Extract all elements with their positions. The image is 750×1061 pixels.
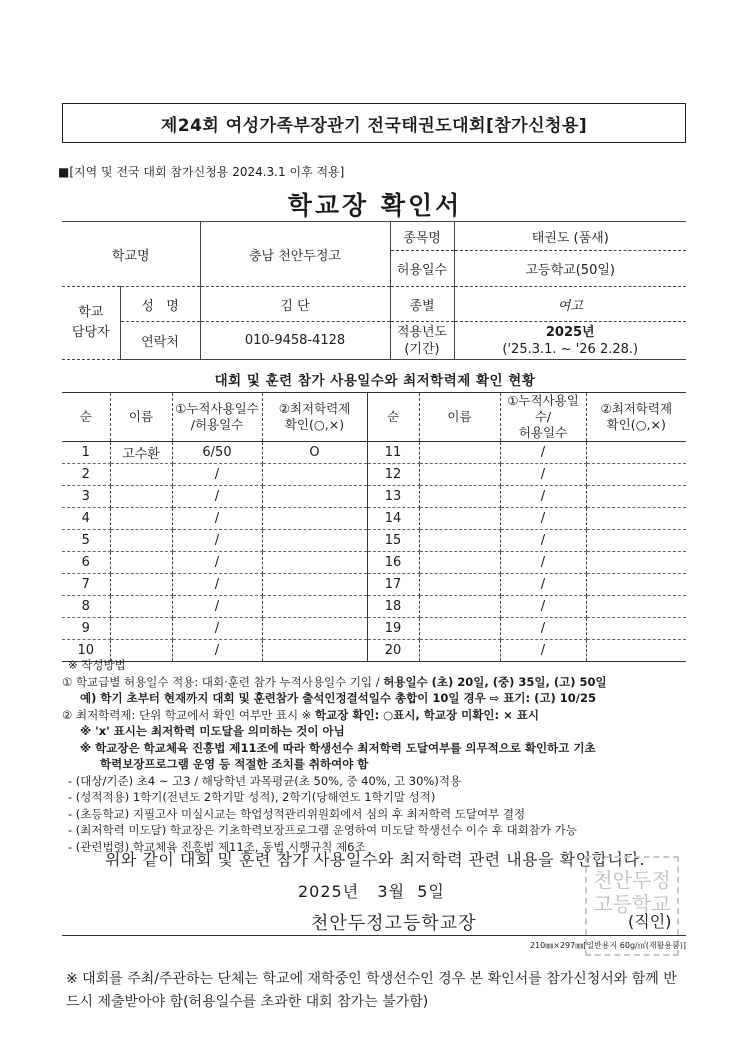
table-row — [62, 618, 686, 640]
row-days: / — [172, 464, 262, 486]
row-name-right — [419, 596, 500, 618]
row-days: / — [172, 552, 262, 574]
row-days-right: / — [500, 486, 586, 508]
row-days-right: / — [500, 464, 586, 486]
header-check-right-line1: ②최저학력제 — [600, 401, 673, 416]
year-value: 2025년 — [545, 324, 595, 340]
notice-text: ■[지역 및 전국 대회 참가신청용 2024.3.1 이후 적용] — [58, 165, 345, 179]
record-heading: 대회 및 훈련 참가 사용일수와 최저학력제 확인 현황 — [214, 373, 536, 389]
note-minimum-academic — [62, 707, 702, 724]
row-name — [110, 486, 172, 508]
row-check — [262, 574, 367, 596]
manager-label — [62, 287, 120, 360]
school-value: 충남 천안두정고 — [200, 222, 390, 287]
row-check-right — [586, 486, 686, 508]
school-label: 학교명 — [62, 222, 200, 287]
row-days-right: / — [500, 552, 586, 574]
row-check — [262, 508, 367, 530]
document-title: 학교장 확인서 — [287, 191, 463, 220]
row-name: 고수환 — [110, 442, 172, 464]
row-name-right — [419, 486, 500, 508]
row-no: 10 — [62, 640, 110, 662]
note-elementary: - (초등학교) 지필고사 미실시교는 학업성적관리위원회에서 심의 후 최저학력 도달여부 결정 — [68, 806, 526, 821]
row-no-right: 12 — [367, 464, 419, 486]
row-check-right — [586, 552, 686, 574]
row-no: 7 — [62, 574, 110, 596]
row-no-right: 19 — [367, 618, 419, 640]
table-row — [62, 464, 686, 486]
row-check — [262, 486, 367, 508]
header-no: 순 — [62, 393, 110, 442]
info-table — [62, 221, 686, 360]
row-days-right: / — [500, 596, 586, 618]
row-name — [110, 508, 172, 530]
header-check-right — [586, 393, 686, 442]
header-no-right: 순 — [367, 393, 419, 442]
row-check — [262, 618, 367, 640]
row-days: / — [172, 530, 262, 552]
note-target: - (대상/기준) 초4 ~ 고3 / 해당학년 과목평균(초 50%, 중 40%, 고 30%)적용 — [68, 773, 462, 788]
year-label-line2: (기간) — [404, 341, 440, 357]
row-check: O — [262, 442, 367, 464]
row-no: 3 — [62, 486, 110, 508]
gender-label: 종별 — [390, 287, 454, 322]
seal-label: (직인) — [628, 912, 672, 931]
row-no-right: 15 — [367, 530, 419, 552]
note-allowed-days-text: ① 학교급별 허용일수 적용: 대회·훈련 참가 누적사용일수 기입 / — [62, 674, 384, 689]
principal-title: 천안두정고등학교장 — [311, 913, 477, 934]
table-row — [62, 486, 686, 508]
header-days-line2: /허용일수 — [190, 417, 244, 432]
note-allowed-days-limits: 허용일수 (초) 20일, (중) 35일, (고) 50일 — [383, 674, 607, 689]
row-days-right: / — [500, 442, 586, 464]
row-no-right: 16 — [367, 552, 419, 574]
row-name — [110, 530, 172, 552]
note-confirm-marks: 학교장 확인: ○표시, 학교장 미확인: × 표시 — [315, 707, 539, 722]
row-name — [110, 596, 172, 618]
header-check-right-line2: 확인(○,×) — [606, 417, 666, 432]
row-name-right — [419, 530, 500, 552]
row-no-right: 11 — [367, 442, 419, 464]
row-no: 9 — [62, 618, 110, 640]
row-check-right — [586, 530, 686, 552]
row-check-right — [586, 442, 686, 464]
row-days-right: / — [500, 574, 586, 596]
row-no: 8 — [62, 596, 110, 618]
row-days: / — [172, 486, 262, 508]
row-check — [262, 552, 367, 574]
year-value-cell — [454, 322, 686, 360]
year-label-line1: 적용년도 — [396, 324, 448, 340]
year-period: ('25.3.1. ~ '26 2.28.) — [502, 341, 639, 357]
row-days: / — [172, 618, 262, 640]
event-value: 태권도 (품새) — [454, 222, 686, 251]
row-no-right: 14 — [367, 508, 419, 530]
allowed-days-label: 허용일수 — [390, 251, 454, 287]
header-check-line2: 확인(○,×) — [284, 417, 345, 432]
row-no: 6 — [62, 552, 110, 574]
notes-heading: ※ 작성방법 — [68, 658, 126, 672]
row-no-right: 18 — [367, 596, 419, 618]
note-example: 예) 학기 초부터 현재까지 대회 및 훈련참가 출석인정결석일수 총합이 10일 경우 ⇨ 표기: (고) 10/25 — [80, 691, 596, 705]
table-row — [62, 596, 686, 618]
row-check — [262, 596, 367, 618]
note-principal-duty-cont: 학력보장프로그램 운영 등 적절한 조치를 취하여야 함 — [100, 757, 369, 771]
header-check — [262, 393, 367, 442]
table-row — [62, 574, 686, 596]
allowed-days-value: 고등학교(50일) — [454, 251, 686, 287]
header-days-right — [500, 393, 586, 442]
header-name-right: 이름 — [419, 393, 500, 442]
row-name — [110, 574, 172, 596]
row-days: / — [172, 640, 262, 662]
instructions — [62, 657, 702, 855]
row-no-right: 17 — [367, 574, 419, 596]
paper-spec: 210㎜×297㎜[일반용지 60g/㎡(재활용품)] — [529, 941, 686, 950]
note-principal-duty: ※ 학교장은 학교체육 진흥법 제11조에 따라 학생선수 최저학력 도달여부를 의무적으로 확인하고 기초 — [80, 740, 596, 755]
note-allowed-days — [62, 674, 702, 691]
name-label: 성 명 — [120, 287, 200, 322]
row-name-right — [419, 552, 500, 574]
row-name-right — [419, 508, 500, 530]
contact-value: 010-9458-4128 — [200, 322, 390, 360]
row-check-right — [586, 508, 686, 530]
table-row — [62, 508, 686, 530]
footer-note: ※ 대회를 주최/주관하는 단체는 학교에 재학중인 학생선수인 경우 본 확인서를 참가신청서와 함께 반드시 제출받아야 함(허용일수를 초과한 대회 참가는 불가함) — [66, 971, 677, 1010]
row-no-right: 20 — [367, 640, 419, 662]
row-check-right — [586, 574, 686, 596]
row-check — [262, 464, 367, 486]
manager-label-line2: 담당자 — [71, 325, 110, 340]
year-label — [390, 322, 454, 360]
row-no: 4 — [62, 508, 110, 530]
row-name — [110, 464, 172, 486]
header-title: 제24회 여성가족부장관기 전국태권도대회[참가신청용] — [62, 103, 686, 143]
event-label: 종목명 — [390, 222, 454, 251]
header-days-right-line1: ①누적사용일수/ — [507, 393, 579, 424]
row-days-right: / — [500, 508, 586, 530]
header-days — [172, 393, 262, 442]
note-minimum-academic-text: ② 최저학력제: 단위 학교에서 확인 여부만 표시 ※ — [62, 707, 316, 722]
contact-label: 연락처 — [120, 322, 200, 360]
row-days: / — [172, 596, 262, 618]
manager-label-line1: 학교 — [78, 305, 104, 320]
row-name-right — [419, 442, 500, 464]
table-row — [62, 442, 686, 464]
row-check — [262, 530, 367, 552]
school-seal: 천안두정고등학교 — [585, 856, 679, 956]
row-days-right: / — [500, 640, 586, 662]
row-name-right — [419, 464, 500, 486]
name-value: 김 단 — [200, 287, 390, 322]
row-check-right — [586, 618, 686, 640]
row-no: 1 — [62, 442, 110, 464]
header-check-line1: ②최저학력제 — [278, 401, 351, 416]
divider — [62, 935, 686, 936]
note-not-reached: - (최저학력 미도달) 학교장은 기초학력보장프로그램 운영하여 미도달 학생선수 이수 후 대회참가 가능 — [68, 823, 577, 837]
record-table — [62, 392, 686, 662]
row-no: 2 — [62, 464, 110, 486]
header-days-line1: ①누적사용일수 — [175, 401, 259, 416]
confirmation-text: 위와 같이 대회 및 훈련 참가 사용일수와 최저학력 관련 내용을 확인합니다. — [104, 850, 646, 869]
row-no-right: 13 — [367, 486, 419, 508]
row-name — [110, 552, 172, 574]
table-row — [62, 530, 686, 552]
row-name-right — [419, 618, 500, 640]
note-x-meaning: ※ 'x' 표시는 최저학력 미도달을 의미하는 것이 아님 — [80, 724, 345, 738]
row-days: / — [172, 508, 262, 530]
table-row — [62, 552, 686, 574]
row-days-right: / — [500, 530, 586, 552]
row-days-right: / — [500, 618, 586, 640]
issue-date: 2025년 3월 5일 — [298, 882, 445, 901]
header-days-right-line2: 허용일수 — [518, 425, 568, 440]
row-days: / — [172, 574, 262, 596]
gender-value: 여고 — [454, 287, 686, 322]
note-grades: - (성적적용) 1학기(전년도 2학기말 성적), 2학기(당해연도 1학기말 성적) — [68, 790, 436, 804]
row-check-right — [586, 464, 686, 486]
row-no: 5 — [62, 530, 110, 552]
header-name: 이름 — [110, 393, 172, 442]
note-laws: - (관련법령) 학교체육 진흥법 제11조, 동법 시행규칙 제6조 — [68, 839, 366, 854]
row-days: 6/50 — [172, 442, 262, 464]
row-name — [110, 618, 172, 640]
row-name-right — [419, 574, 500, 596]
row-check-right — [586, 596, 686, 618]
